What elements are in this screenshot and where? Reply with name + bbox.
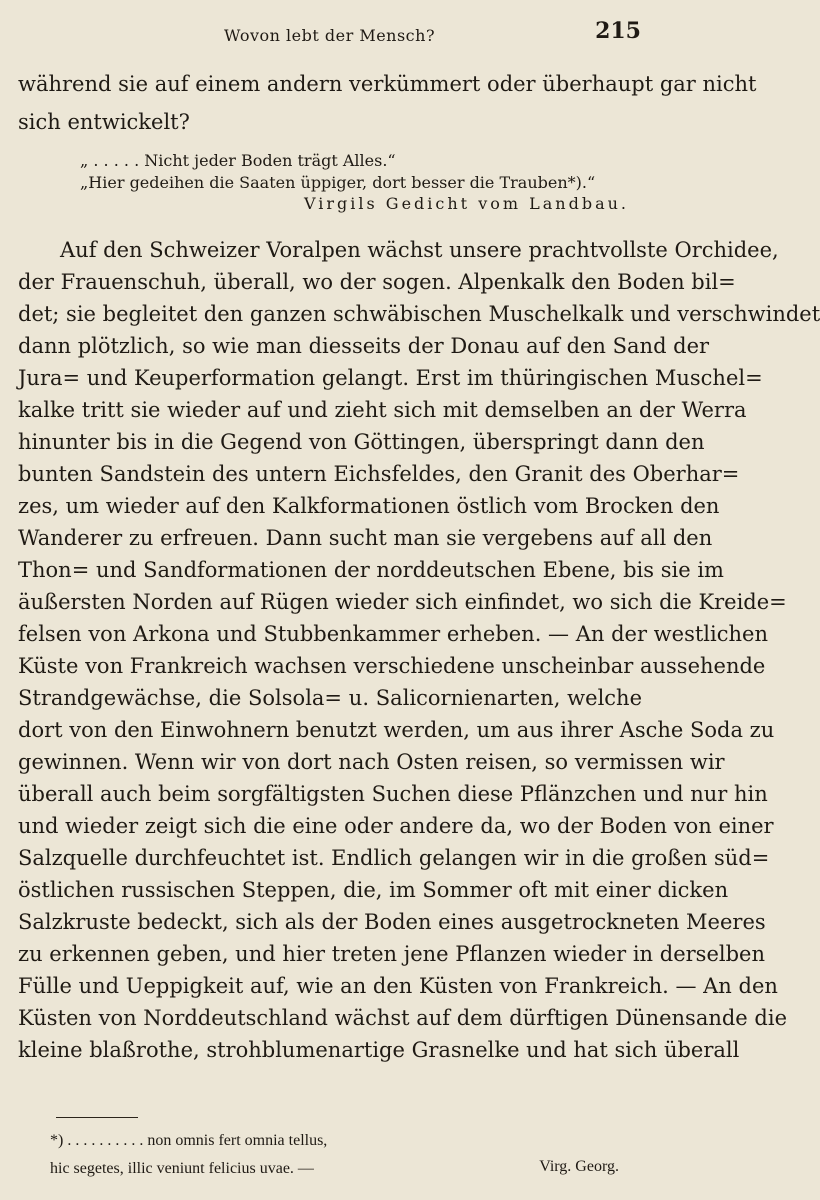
text-line: und wieder zeigt sich die eine oder andere da, wo der Boden von einer <box>18 814 774 838</box>
text-line: östlichen russischen Steppen, die, im Sommer oft mit einer dicken <box>18 878 729 902</box>
text-line: Strandgewächse, die Solsola= u. Salicornienarten, welche <box>18 686 642 710</box>
text-line: felsen von Arkona und Stubbenkammer erheben. — An der westlichen <box>18 622 768 646</box>
epigraph-line: „ . . . . . Nicht jeder Boden trägt Alles.“ <box>80 151 396 170</box>
text-line: überall auch beim sorgfältigsten Suchen diese Pflänzchen und nur hin <box>18 782 768 806</box>
footnote-line: *) . . . . . . . . . . non omnis fert omnia tellus, <box>50 1132 328 1149</box>
text-line: Küste von Frankreich wachsen verschiedene unscheinbar aussehende <box>18 654 766 678</box>
text-line: det; sie begleitet den ganzen schwäbischen Muschelkalk und verschwindet <box>18 302 820 326</box>
footnote-source: Virg. Georg. <box>539 1158 619 1175</box>
text-line: Fülle und Ueppigkeit auf, wie an den Küsten von Frankreich. — An den <box>18 974 778 998</box>
text-line: dann plötzlich, so wie man diesseits der Donau auf den Sand der <box>18 334 710 358</box>
text-line: äußersten Norden auf Rügen wieder sich einfindet, wo sich die Kreide= <box>18 590 787 614</box>
text-line: Auf den Schweizer Voralpen wächst unsere prachtvollste Orchidee, <box>60 238 779 262</box>
text-line: Küsten von Norddeutschland wächst auf dem dürftigen Dünensande die <box>18 1006 788 1030</box>
text-line: bunten Sandstein des untern Eichsfeldes, den Granit des Oberhar= <box>18 462 740 486</box>
footnote-rule <box>56 1117 138 1118</box>
page-number: 215 <box>595 18 641 44</box>
text-line: der Frauenschuh, überall, wo der sogen. Alpenkalk den Boden bil= <box>18 270 736 294</box>
text-line: kalke tritt sie wieder auf und zieht sich mit demselben an der Werra <box>18 398 747 422</box>
text-line: zes, um wieder auf den Kalkformationen östlich vom Brocken den <box>18 494 720 518</box>
text-line: Salzquelle durchfeuchtet ist. Endlich gelangen wir in die großen süd= <box>18 846 770 870</box>
text-line: während sie auf einem andern verkümmert oder überhaupt gar nicht <box>18 72 757 96</box>
text-line: Jura= und Keuperformation gelangt. Erst im thüringischen Muschel= <box>18 366 763 390</box>
text-line: zu erkennen geben, und hier treten jene Pflanzen wieder in derselben <box>18 942 765 966</box>
text-line: kleine blaßrothe, strohblumenartige Grasnelke und hat sich überall <box>18 1038 740 1062</box>
epigraph-line: „Hier gedeihen die Saaten üppiger, dort besser die Trauben*).“ <box>80 173 596 192</box>
text-line: Salzkruste bedeckt, sich als der Boden eines ausgetrockneten Meeres <box>18 910 766 934</box>
text-line: gewinnen. Wenn wir von dort nach Osten reisen, so vermissen wir <box>18 750 725 774</box>
text-line: sich entwickelt? <box>18 110 190 134</box>
running-head: Wovon lebt der Mensch? <box>223 26 436 45</box>
footnote-line: hic segetes, illic veniunt felicius uvae. — <box>50 1160 314 1177</box>
text-line: Wanderer zu erfreuen. Dann sucht man sie vergebens auf all den <box>18 526 713 550</box>
text-line: hinunter bis in die Gegend von Göttingen, überspringt dann den <box>18 430 705 454</box>
text-line: Thon= und Sandformationen der norddeutschen Ebene, bis sie im <box>18 558 724 582</box>
text-line: dort von den Einwohnern benutzt werden, um aus ihrer Asche Soda zu <box>18 718 775 742</box>
epigraph-source: Virgils Gedicht vom Landbau. <box>303 194 629 213</box>
